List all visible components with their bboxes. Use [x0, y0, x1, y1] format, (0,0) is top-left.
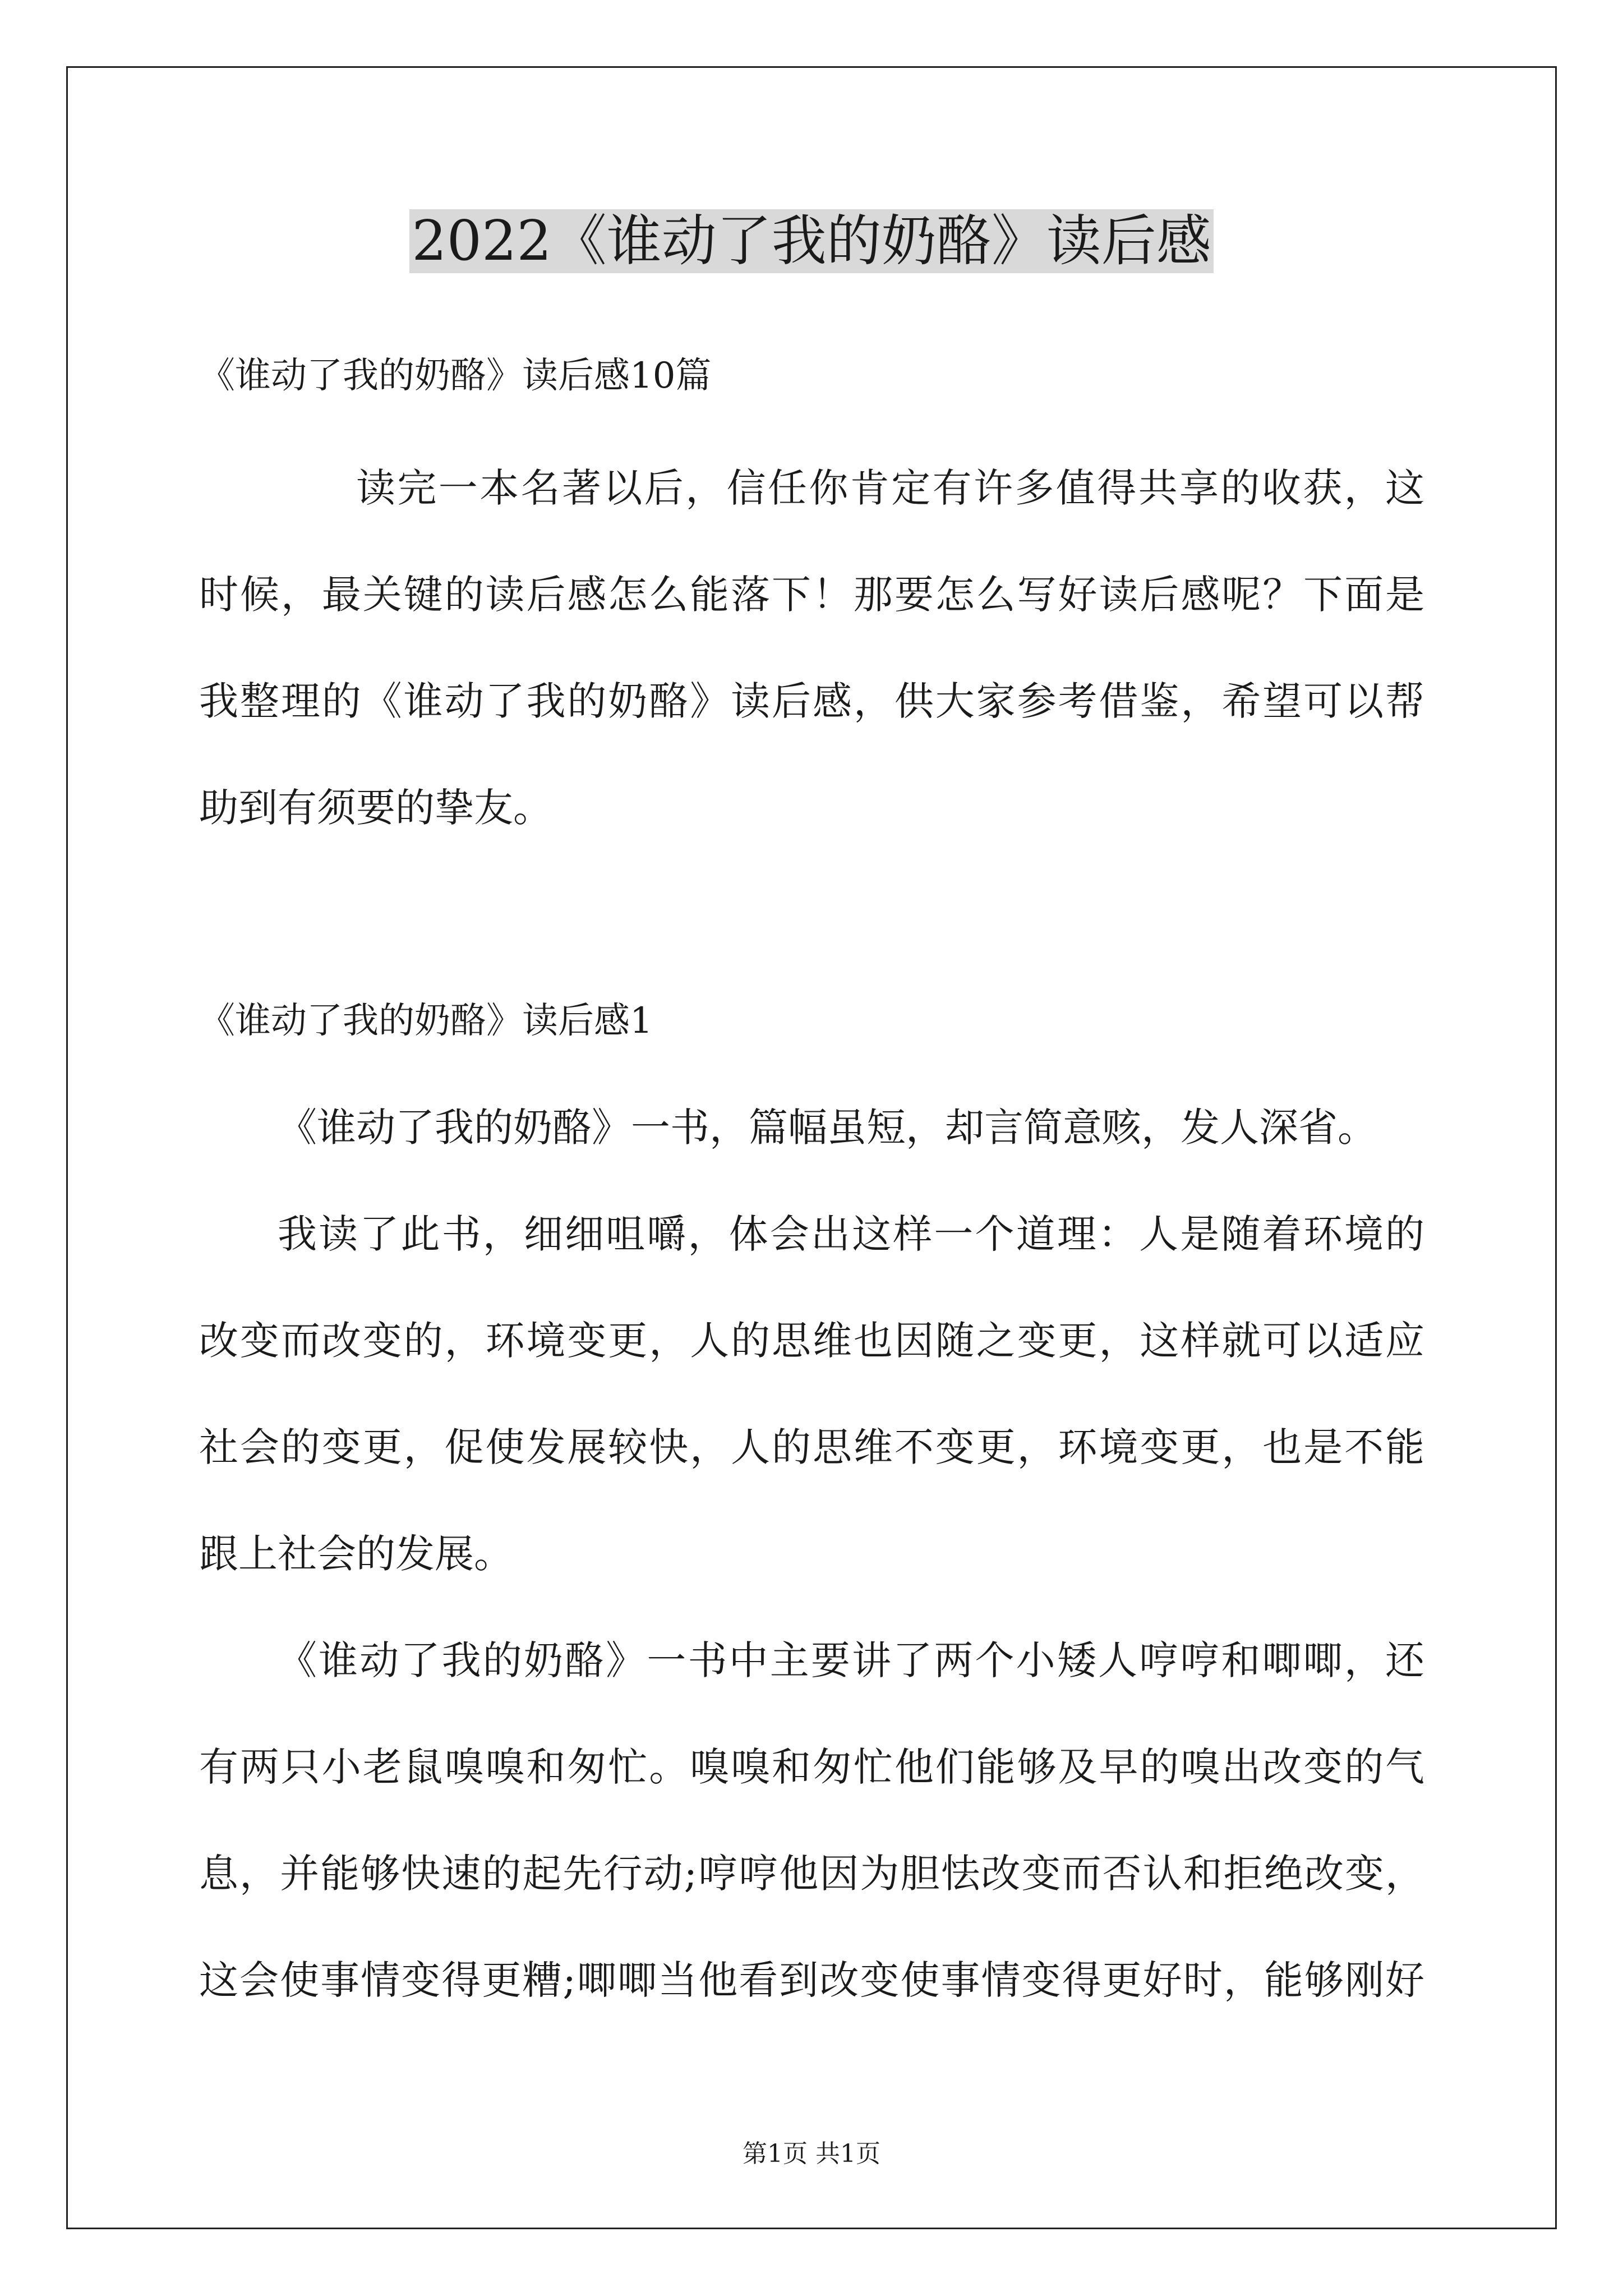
body-line-9: 这会使事情变得更糟;唧唧当他看到改变使事情变得更好时，能够刚好: [199, 1957, 1424, 2003]
intro-line-2: 时候，最关键的读后感怎么能落下！那要怎么写好读后感呢？下面是: [199, 572, 1424, 618]
section-heading: 《谁动了我的奶酪》读后感1: [199, 1000, 653, 1042]
body-line-2: 我读了此书，细细咀嚼，体会出这样一个道理：人是随着环境的: [278, 1211, 1424, 1257]
document-title-text: 2022《谁动了我的奶酪》读后感: [409, 209, 1213, 273]
body-line-8: 息，并能够快速的起先行动;哼哼他因为胆怯改变而否认和拒绝改变，: [199, 1851, 1424, 1897]
intro-line-4: 助到有须要的挚友。: [199, 785, 552, 831]
document-title: [0, 202, 1623, 280]
page-footer: 第1页 共1页: [743, 2139, 880, 2168]
body-line-6: 《谁动了我的奶酪》一书中主要讲了两个小矮人哼哼和唧唧，还: [278, 1637, 1424, 1683]
body-line-5: 跟上社会的发展。: [199, 1531, 513, 1577]
body-line-3: 改变而改变的，环境变更，人的思维也因随之变更，这样就可以适应: [199, 1318, 1424, 1364]
body-line-7: 有两只小老鼠嗅嗅和匆忙。嗅嗅和匆忙他们能够及早的嗅出改变的气: [199, 1744, 1424, 1790]
intro-line-1: 读完一本名著以后，信任你肯定有许多值得共享的收获，这: [356, 465, 1424, 511]
body-line-1: 《谁动了我的奶酪》一书，篇幅虽短，却言简意赅，发人深省。: [278, 1105, 1377, 1151]
document-subtitle: 《谁动了我的奶酪》读后感10篇: [199, 355, 712, 397]
intro-line-3: 我整理的《谁动了我的奶酪》读后感，供大家参考借鉴，希望可以帮: [199, 678, 1424, 724]
body-line-4: 社会的变更，促使发展较快，人的思维不变更，环境变更，也是不能: [199, 1424, 1424, 1470]
